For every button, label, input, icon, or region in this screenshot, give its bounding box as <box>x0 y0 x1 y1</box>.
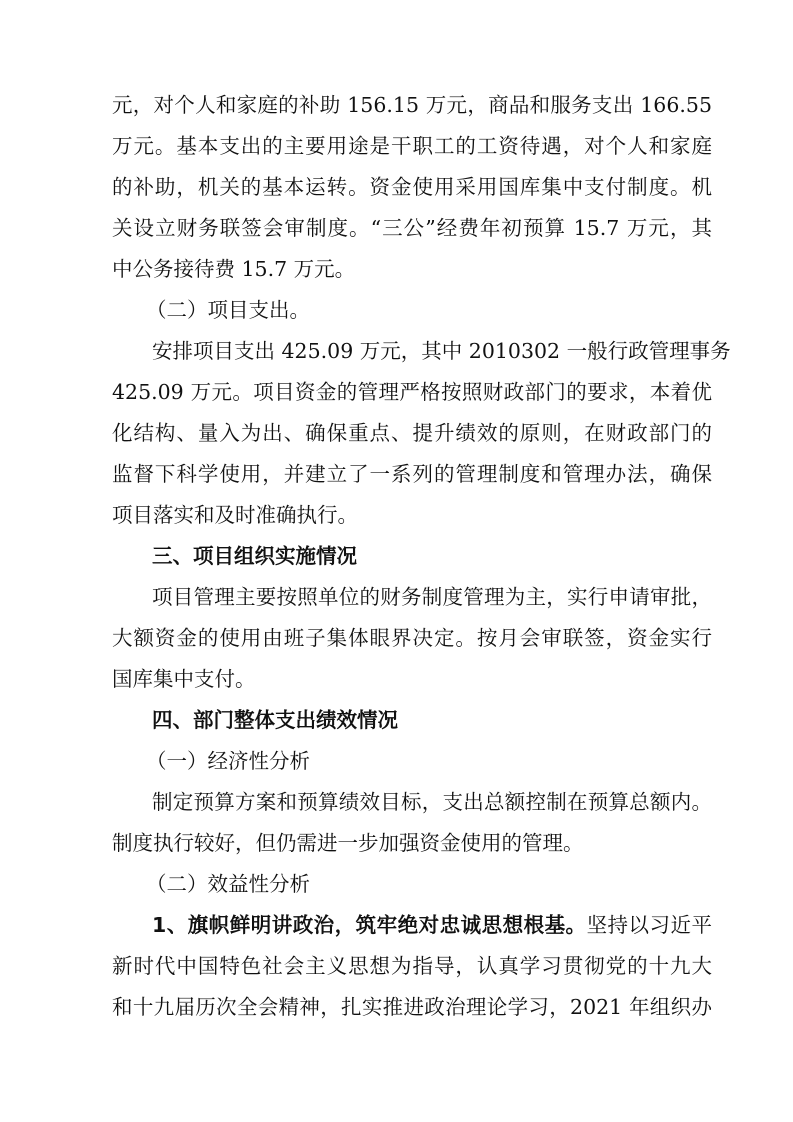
text-line: 元，对个人和家庭的补助 156.15 万元，商品和服务支出 166.55 <box>112 93 712 117</box>
section-heading: （二）项目支出。 <box>146 298 310 322</box>
text-line: 中公务接待费 15.7 万元。 <box>112 257 356 281</box>
text-line: 的补助，机关的基本运转。资金使用采用国库集中支付制度。机 <box>112 175 712 199</box>
text-line: 关设立财务联签会审制度。“三公”经费年初预算 15.7 万元，其 <box>112 216 712 240</box>
text-line: 制定预算方案和预算绩效目标，支出总额控制在预算总额内。 <box>152 790 712 814</box>
section-heading: （一）经济性分析 <box>146 749 310 773</box>
text-line: 万元。基本支出的主要用途是干职工的工资待遇，对个人和家庭 <box>112 134 712 158</box>
text-run: 坚持以习近平 <box>586 913 713 937</box>
text-line: 项目落实和及时准确执行。 <box>112 503 358 527</box>
text-line <box>152 912 712 938</box>
section-heading: 三、项目组织实施情况 <box>152 544 357 568</box>
section-heading: 四、部门整体支出绩效情况 <box>152 708 398 732</box>
text-line: 国库集中支付。 <box>112 667 256 691</box>
text-line: 425.09 万元。项目资金的管理严格按照财政部门的要求，本着优 <box>112 380 712 404</box>
bold-lead: 1、旗帜鲜明讲政治，筑牢绝对忠诚思想根基。 <box>152 913 587 937</box>
text-line: 项目管理主要按照单位的财务制度管理为主，实行申请审批， <box>152 585 712 609</box>
text-line: 大额资金的使用由班子集体眼界决定。按月会审联签，资金实行 <box>112 626 712 650</box>
text-line: 制度执行较好，但仍需进一步加强资金使用的管理。 <box>112 831 584 855</box>
text-line: 化结构、量入为出、确保重点、提升绩效的原则，在财政部门的 <box>112 421 712 445</box>
text-line: 新时代中国特色社会主义思想为指导，认真学习贯彻党的十九大 <box>112 954 712 978</box>
section-heading: （二）效益性分析 <box>146 872 310 896</box>
text-line: 和十九届历次全会精神，扎实推进政治理论学习，2021 年组织办 <box>112 995 712 1019</box>
text-line: 监督下科学使用，并建立了一系列的管理制度和管理办法，确保 <box>112 462 712 486</box>
text-line: 安排项目支出 425.09 万元，其中 2010302 一般行政管理事务 <box>152 339 731 363</box>
